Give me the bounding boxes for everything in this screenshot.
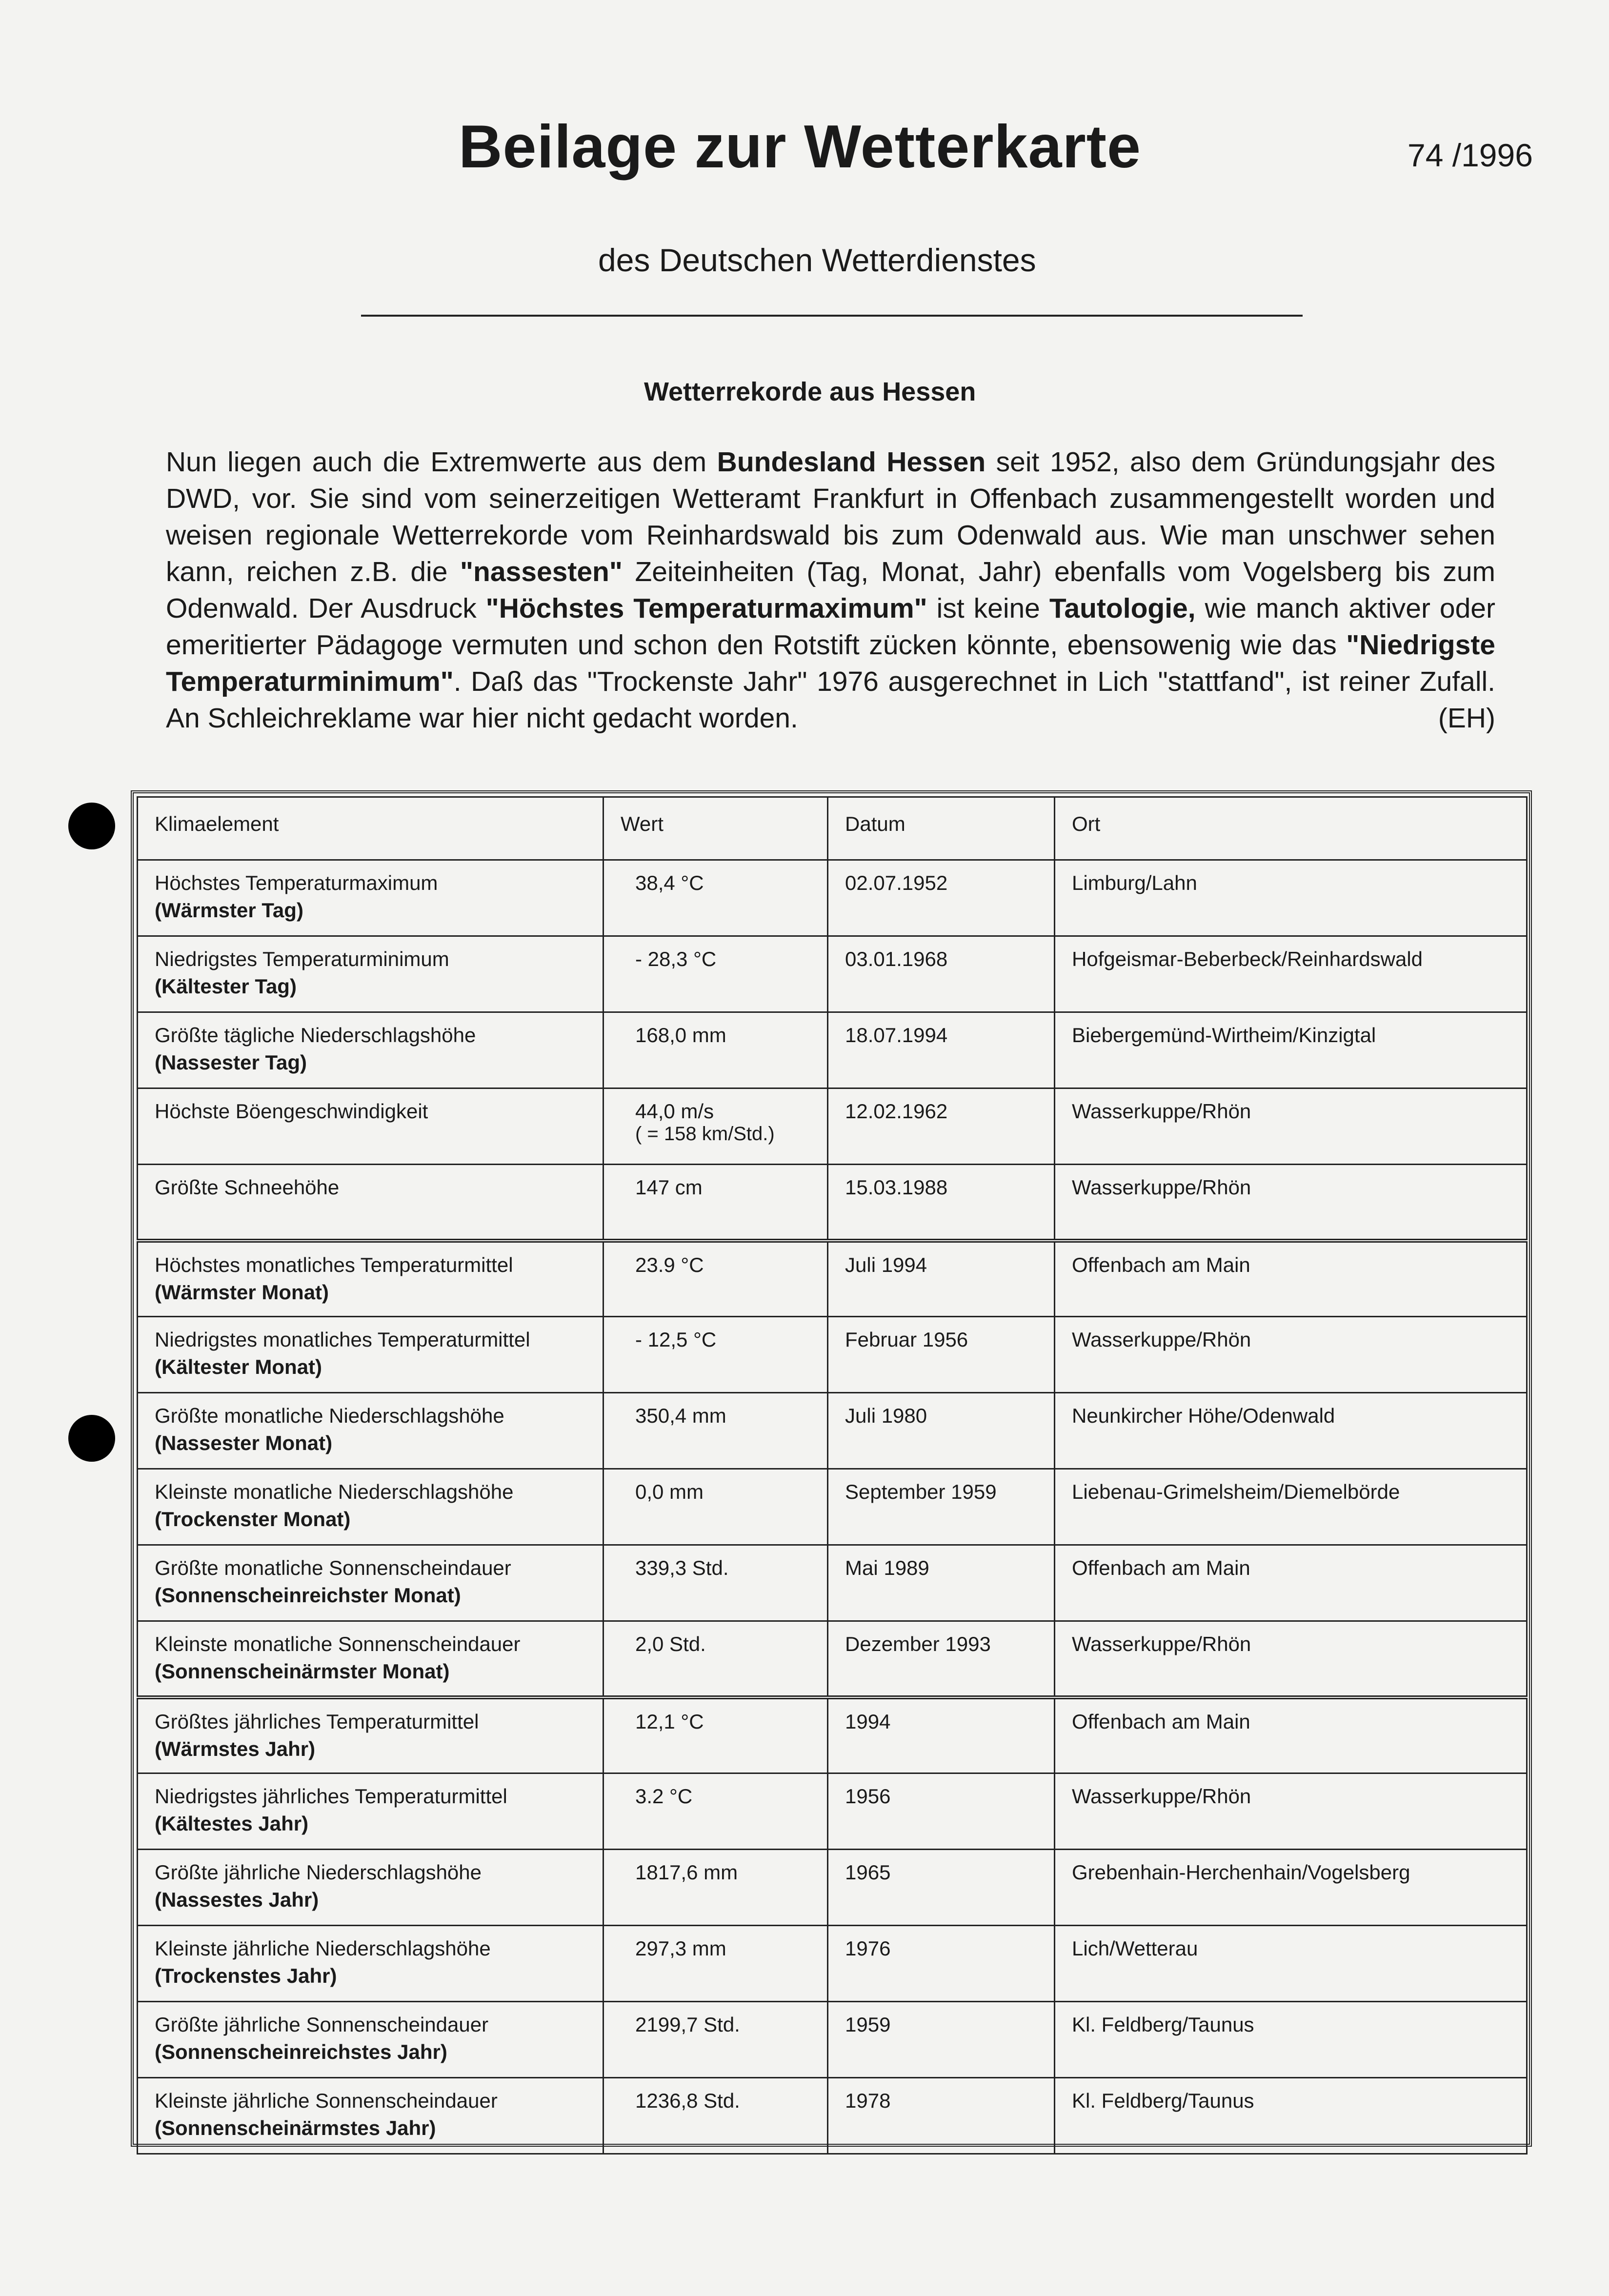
column-header: Ort bbox=[1055, 797, 1527, 860]
article-bold: Tautologie, bbox=[1049, 593, 1196, 624]
record-value: 350,4 mm bbox=[635, 1404, 726, 1427]
cell-value bbox=[603, 1088, 828, 1165]
cell-value bbox=[603, 1241, 828, 1317]
record-date: 1965 bbox=[845, 1861, 891, 1884]
record-place: Kl. Feldberg/Taunus bbox=[1072, 2089, 1254, 2112]
table-row bbox=[138, 1088, 1527, 1165]
record-value: - 12,5 °C bbox=[635, 1328, 717, 1351]
element-subtitle: (Nassestes Jahr) bbox=[155, 1888, 319, 1911]
cell-element bbox=[138, 936, 603, 1012]
cell-date bbox=[828, 1697, 1055, 1773]
cell-date bbox=[828, 860, 1055, 936]
element-name: Höchstes monatliches Temperaturmittel bbox=[155, 1253, 513, 1276]
column-header: Wert bbox=[603, 797, 828, 860]
cell-element bbox=[138, 1850, 603, 1926]
element-name: Größte Schneehöhe bbox=[155, 1176, 340, 1199]
record-place: Neunkircher Höhe/Odenwald bbox=[1072, 1404, 1335, 1427]
record-date: 03.01.1968 bbox=[845, 947, 948, 970]
cell-element bbox=[138, 1241, 603, 1317]
record-date: Mai 1989 bbox=[845, 1556, 929, 1579]
page-subtitle: des Deutschen Wetterdienstes bbox=[598, 242, 1036, 278]
article-bold: "nassesten" bbox=[460, 556, 623, 587]
cell-date bbox=[828, 1393, 1055, 1469]
record-date: 1956 bbox=[845, 1785, 891, 1808]
record-date: 12.02.1962 bbox=[845, 1100, 948, 1123]
cell-place bbox=[1055, 1012, 1527, 1088]
element-subtitle: (Kältester Tag) bbox=[155, 975, 297, 998]
cell-place bbox=[1055, 860, 1527, 936]
article-text: . Daß das "Trockenste Jahr" 1976 ausgerechnet in Lich "stattfand", ist reiner Zufall. An Schleichreklame war hier nicht gedacht worden. bbox=[166, 666, 1495, 734]
article-bold: "Niedrigste Temperaturminimum" bbox=[166, 629, 1495, 697]
cell-element bbox=[138, 1165, 603, 1241]
record-date: Dezember 1993 bbox=[845, 1632, 991, 1655]
element-subtitle: (Trockenster Monat) bbox=[155, 1508, 351, 1531]
element-name: Niedrigstes jährliches Temperaturmittel bbox=[155, 1785, 507, 1808]
cell-date bbox=[828, 1469, 1055, 1545]
record-place: Wasserkuppe/Rhön bbox=[1072, 1632, 1251, 1655]
cell-element bbox=[138, 1469, 603, 1545]
cell-element bbox=[138, 1393, 603, 1469]
record-place: Offenbach am Main bbox=[1072, 1253, 1250, 1276]
cell-date bbox=[828, 1621, 1055, 1697]
record-value: 2199,7 Std. bbox=[635, 2013, 740, 2036]
cell-value bbox=[603, 1165, 828, 1241]
record-place: Hofgeismar-Beberbeck/Reinhardswald bbox=[1072, 947, 1423, 970]
record-place: Wasserkuppe/Rhön bbox=[1072, 1100, 1251, 1123]
table-row bbox=[138, 1012, 1527, 1088]
element-name: Größte monatliche Sonnenscheindauer bbox=[155, 1556, 511, 1579]
cell-place bbox=[1055, 1317, 1527, 1393]
record-value: 44,0 m/s bbox=[635, 1100, 714, 1123]
element-name: Kleinste monatliche Niederschlagshöhe bbox=[155, 1480, 514, 1503]
record-value: 2,0 Std. bbox=[635, 1632, 706, 1655]
record-value: 297,3 mm bbox=[635, 1937, 726, 1960]
record-value: 147 cm bbox=[635, 1176, 703, 1199]
record-value: 339,3 Std. bbox=[635, 1556, 729, 1579]
record-place: Limburg/Lahn bbox=[1072, 871, 1197, 894]
cell-place bbox=[1055, 1621, 1527, 1697]
element-name: Höchstes Temperaturmaximum bbox=[155, 871, 438, 894]
record-date: September 1959 bbox=[845, 1480, 997, 1503]
element-name: Größtes jährliches Temperaturmittel bbox=[155, 1710, 479, 1733]
table-row bbox=[138, 1469, 1527, 1545]
cell-place bbox=[1055, 1545, 1527, 1621]
element-subtitle: (Sonnenscheinreichstes Jahr) bbox=[155, 2040, 447, 2063]
cell-date bbox=[828, 1088, 1055, 1165]
table-row bbox=[138, 1773, 1527, 1850]
cell-date bbox=[828, 1241, 1055, 1317]
element-name: Niedrigstes monatliches Temperaturmittel bbox=[155, 1328, 530, 1351]
record-date: Juli 1994 bbox=[845, 1253, 927, 1276]
cell-date bbox=[828, 2078, 1055, 2154]
element-subtitle: (Wärmstes Jahr) bbox=[155, 1737, 316, 1760]
article-text: Zeiteinheiten (Tag, Monat, Jahr) ebenfalls vom Vogelsberg bis zum Odenwald. Der Ausdruck bbox=[166, 556, 1495, 624]
element-name: Kleinste jährliche Niederschlagshöhe bbox=[155, 1937, 491, 1960]
cell-value bbox=[603, 1012, 828, 1088]
record-value: 38,4 °C bbox=[635, 871, 704, 894]
article-bold: Bundesland Hessen bbox=[717, 446, 986, 478]
element-name: Größte tägliche Niederschlagshöhe bbox=[155, 1024, 476, 1047]
table-row bbox=[138, 2078, 1527, 2154]
record-value: 3.2 °C bbox=[635, 1785, 693, 1808]
record-value: 23.9 °C bbox=[635, 1253, 704, 1276]
record-date: Februar 1956 bbox=[845, 1328, 968, 1351]
cell-value bbox=[603, 1773, 828, 1850]
cell-element bbox=[138, 1088, 603, 1165]
cell-element bbox=[138, 1317, 603, 1393]
table-row bbox=[138, 1317, 1527, 1393]
cell-place bbox=[1055, 2078, 1527, 2154]
cell-date bbox=[828, 936, 1055, 1012]
cell-element bbox=[138, 2078, 603, 2154]
table-row bbox=[138, 1926, 1527, 2002]
record-date: 02.07.1952 bbox=[845, 871, 948, 894]
record-place: Wasserkuppe/Rhön bbox=[1072, 1328, 1251, 1351]
record-date: 1959 bbox=[845, 2013, 891, 2036]
cell-date bbox=[828, 1773, 1055, 1850]
element-name: Kleinste jährliche Sonnenscheindauer bbox=[155, 2089, 498, 2112]
record-date: 1994 bbox=[845, 1710, 891, 1733]
cell-value bbox=[603, 860, 828, 936]
cell-place bbox=[1055, 1165, 1527, 1241]
article-body bbox=[166, 444, 1495, 737]
element-subtitle: (Trockenstes Jahr) bbox=[155, 1964, 337, 1987]
cell-element bbox=[138, 1773, 603, 1850]
record-date: 1976 bbox=[845, 1937, 891, 1960]
record-value: - 28,3 °C bbox=[635, 947, 717, 970]
cell-place bbox=[1055, 1469, 1527, 1545]
element-subtitle: (Kältester Monat) bbox=[155, 1355, 322, 1378]
element-name: Größte jährliche Sonnenscheindauer bbox=[155, 2013, 489, 2036]
element-subtitle: (Sonnenscheinärmstes Jahr) bbox=[155, 2116, 436, 2139]
table-header-row bbox=[138, 797, 1527, 860]
cell-element bbox=[138, 2002, 603, 2078]
cell-value bbox=[603, 1697, 828, 1773]
header-divider bbox=[361, 315, 1303, 317]
cell-value bbox=[603, 936, 828, 1012]
cell-date bbox=[828, 1165, 1055, 1241]
cell-place bbox=[1055, 1850, 1527, 1926]
article-text: ist keine bbox=[927, 593, 1049, 624]
cell-value bbox=[603, 2002, 828, 2078]
article-text: seit 1952, also dem Gründungsjahr des DWD, vor. Sie sind vom seinerzeitigen Wetteramt Frankfurt in Offenbach zusammengestellt worden und weisen regionale Wetterrekorde vom Reinhardswald bis zum Odenwald aus. Wie man unschwer sehen kann, reichen z.B. die bbox=[166, 446, 1496, 587]
weather-records-table bbox=[137, 796, 1528, 2155]
column-header: Datum bbox=[828, 797, 1055, 860]
cell-element bbox=[138, 1545, 603, 1621]
record-value: 1817,6 mm bbox=[635, 1861, 738, 1884]
cell-element bbox=[138, 860, 603, 936]
record-place: Kl. Feldberg/Taunus bbox=[1072, 2013, 1254, 2036]
cell-place bbox=[1055, 1088, 1527, 1165]
record-place: Lich/Wetterau bbox=[1072, 1937, 1198, 1960]
cell-date bbox=[828, 2002, 1055, 2078]
record-value: 168,0 mm bbox=[635, 1024, 726, 1047]
element-subtitle: (Nassester Tag) bbox=[155, 1051, 307, 1074]
cell-element bbox=[138, 1697, 603, 1773]
table-row bbox=[138, 1545, 1527, 1621]
record-place: Wasserkuppe/Rhön bbox=[1072, 1176, 1251, 1199]
cell-value bbox=[603, 1545, 828, 1621]
cell-value bbox=[603, 2078, 828, 2154]
element-subtitle: (Wärmster Monat) bbox=[155, 1280, 329, 1304]
record-place: Grebenhain-Herchenhain/Vogelsberg bbox=[1072, 1861, 1410, 1884]
cell-value bbox=[603, 1621, 828, 1697]
punch-hole bbox=[68, 1415, 115, 1462]
record-value: 1236,8 Std. bbox=[635, 2089, 740, 2112]
element-subtitle: (Wärmster Tag) bbox=[155, 899, 303, 922]
element-name: Kleinste monatliche Sonnenscheindauer bbox=[155, 1632, 521, 1655]
cell-place bbox=[1055, 1241, 1527, 1317]
table-row bbox=[138, 860, 1527, 936]
table-row bbox=[138, 1850, 1527, 1926]
cell-place bbox=[1055, 1773, 1527, 1850]
record-date: 1978 bbox=[845, 2089, 891, 2112]
cell-place bbox=[1055, 1697, 1527, 1773]
table-row bbox=[138, 1165, 1527, 1241]
article-text: wie manch aktiver oder emeritierter Pädagoge vermuten und schon den Rotstift zücken könnte, ebensowenig wie das bbox=[166, 593, 1495, 661]
cell-place bbox=[1055, 1926, 1527, 2002]
cell-value bbox=[603, 1317, 828, 1393]
element-name: Höchste Böengeschwindigkeit bbox=[155, 1100, 428, 1123]
element-subtitle: (Nassester Monat) bbox=[155, 1431, 333, 1454]
cell-date bbox=[828, 1317, 1055, 1393]
record-place: Wasserkuppe/Rhön bbox=[1072, 1785, 1251, 1808]
element-name: Niedrigstes Temperaturminimum bbox=[155, 947, 449, 970]
column-header: Klimaelement bbox=[138, 797, 603, 860]
record-place: Liebenau-Grimelsheim/Diemelbörde bbox=[1072, 1480, 1400, 1503]
record-value: 0,0 mm bbox=[635, 1480, 704, 1503]
element-subtitle: (Sonnenscheinreichster Monat) bbox=[155, 1584, 461, 1607]
table-row bbox=[138, 2002, 1527, 2078]
record-date: Juli 1980 bbox=[845, 1404, 927, 1427]
cell-date bbox=[828, 1926, 1055, 2002]
cell-value bbox=[603, 1926, 828, 2002]
article-heading: Wetterrekorde aus Hessen bbox=[644, 377, 976, 406]
cell-value bbox=[603, 1850, 828, 1926]
element-subtitle: (Kältestes Jahr) bbox=[155, 1812, 309, 1835]
table-row bbox=[138, 1621, 1527, 1697]
record-date: 15.03.1988 bbox=[845, 1176, 948, 1199]
record-place: Offenbach am Main bbox=[1072, 1556, 1250, 1579]
element-name: Größte jährliche Niederschlagshöhe bbox=[155, 1861, 482, 1884]
cell-element bbox=[138, 1012, 603, 1088]
author-signature: (EH) bbox=[1438, 703, 1495, 734]
record-value-note: ( = 158 km/Std.) bbox=[635, 1123, 775, 1145]
cell-place bbox=[1055, 1393, 1527, 1469]
cell-place bbox=[1055, 936, 1527, 1012]
article-text: Nun liegen auch die Extremwerte aus dem bbox=[166, 446, 717, 478]
issue-number: 74 /1996 bbox=[1408, 137, 1533, 173]
punch-hole bbox=[68, 803, 115, 849]
table-body bbox=[138, 860, 1527, 2154]
element-name: Größte monatliche Niederschlagshöhe bbox=[155, 1404, 504, 1427]
page-title: Beilage zur Wetterkarte bbox=[459, 113, 1141, 181]
cell-date bbox=[828, 1012, 1055, 1088]
cell-element bbox=[138, 1926, 603, 2002]
cell-value bbox=[603, 1393, 828, 1469]
table-row bbox=[138, 1393, 1527, 1469]
article-bold: "Höchstes Temperaturmaximum" bbox=[485, 593, 927, 624]
record-value: 12,1 °C bbox=[635, 1710, 704, 1733]
cell-date bbox=[828, 1545, 1055, 1621]
table-row bbox=[138, 1697, 1527, 1773]
table-row bbox=[138, 936, 1527, 1012]
record-place: Biebergemünd-Wirtheim/Kinzigtal bbox=[1072, 1024, 1376, 1047]
table-row bbox=[138, 1241, 1527, 1317]
cell-place bbox=[1055, 2002, 1527, 2078]
record-place: Offenbach am Main bbox=[1072, 1710, 1250, 1733]
cell-element bbox=[138, 1621, 603, 1697]
element-subtitle: (Sonnenscheinärmster Monat) bbox=[155, 1660, 450, 1683]
cell-date bbox=[828, 1850, 1055, 1926]
record-date: 18.07.1994 bbox=[845, 1024, 948, 1047]
cell-value bbox=[603, 1469, 828, 1545]
